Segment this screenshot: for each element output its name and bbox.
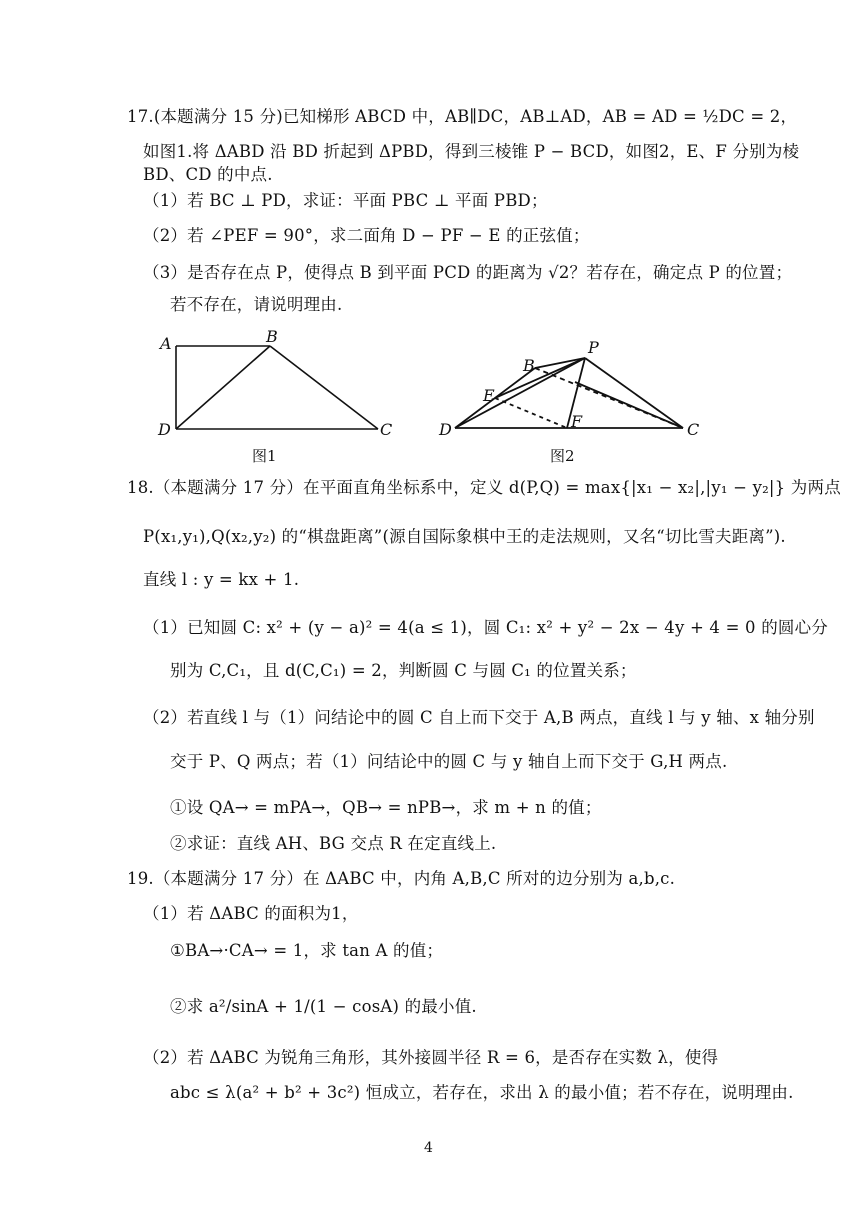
p17-q3b: 若不存在，请说明理由.	[170, 295, 343, 314]
fig2-label-d: D	[439, 420, 452, 439]
fig1-label-d: D	[158, 420, 171, 439]
page-number: 4	[424, 1140, 433, 1156]
p19-q2b: abc ≤ λ(a² + b² + 3c²) 恒成立，若存在，求出 λ 的最小值；若不存在，说明理由.	[170, 1083, 794, 1102]
p17-line1: 17.(本题满分 15 分)已知梯形 ABCD 中，AB∥DC，AB⊥AD，AB = AD = ½DC = 2，	[127, 107, 798, 126]
fig2-label-c: C	[687, 420, 700, 439]
p17-line2: 如图1.将 ΔABD 沿 BD 折起到 ΔPBD，得到三棱锥 P − BCD，如图2，E、F 分别为棱	[143, 142, 800, 161]
p18-q2c: ①设 QA→ = mPA→，QB→ = nPB→，求 m + n 的值；	[170, 798, 602, 817]
figure-2	[435, 335, 715, 445]
p19-q1a: ①BA→·CA→ = 1，求 tan A 的值；	[170, 941, 444, 960]
p19-q1b: ②求 a²/sinA + 1/(1 − cosA) 的最小值.	[170, 997, 477, 1016]
fig2-caption: 图2	[550, 447, 575, 465]
fig2-label-f: F	[571, 412, 583, 431]
p18-line2: P(x₁,y₁),Q(x₂,y₂) 的“棋盘距离”(源自国际象棋中王的走法规则，又名“切比雪夫距离”).	[143, 527, 786, 546]
p17-line3: BD、CD 的中点.	[143, 165, 273, 184]
fig1-label-a: A	[160, 334, 172, 353]
fig1-caption: 图1	[252, 447, 277, 465]
p18-q1b: 别为 C,C₁，且 d(C,C₁) = 2，判断圆 C 与圆 C₁ 的位置关系；	[170, 661, 637, 680]
p18-q1a: （1）已知圆 C: x² + (y − a)² = 4(a ≤ 1)，圆 C₁: x² + y² − 2x − 4y + 4 = 0 的圆心分	[143, 618, 828, 637]
figure-1	[150, 325, 410, 445]
p18-q2a: （2）若直线 l 与（1）问结论中的圆 C 自上而下交于 A,B 两点，直线 l 与 y 轴、x 轴分别	[143, 708, 815, 727]
p19-q2a: （2）若 ΔABC 为锐角三角形，其外接圆半径 R = 6，是否存在实数 λ，使得	[143, 1048, 719, 1067]
fig1-label-b: B	[266, 327, 278, 346]
fig2-label-b: B	[523, 356, 535, 375]
p18-line1: 18.（本题满分 17 分）在平面直角坐标系中，定义 d(P,Q) = max{|x₁ − x₂|,|y₁ − y₂|} 为两点	[127, 478, 841, 497]
fig2-label-e: E	[483, 386, 495, 405]
p18-q2b: 交于 P、Q 两点；若（1）问结论中的圆 C 与 y 轴自上而下交于 G,H 两点.	[170, 752, 728, 771]
fig2-label-p: P	[588, 338, 599, 357]
fig1-label-c: C	[380, 420, 393, 439]
p19-line1: 19.（本题满分 17 分）在 ΔABC 中，内角 A,B,C 所对的边分别为 a,b,c.	[127, 869, 676, 888]
p17-q3a: （3）是否存在点 P，使得点 B 到平面 PCD 的距离为 √2？若存在，确定点 P 的位置；	[143, 263, 793, 282]
p18-q2d: ②求证：直线 AH、BG 交点 R 在定直线上.	[170, 834, 497, 853]
p17-q2: （2）若 ∠PEF = 90°，求二面角 D − PF − E 的正弦值；	[143, 226, 590, 245]
p18-line3: 直线 l : y = kx + 1.	[143, 570, 300, 589]
p17-q1: （1）若 BC ⊥ PD，求证：平面 PBC ⊥ 平面 PBD；	[143, 191, 548, 210]
p19-q1: （1）若 ΔABC 的面积为1，	[143, 904, 359, 923]
